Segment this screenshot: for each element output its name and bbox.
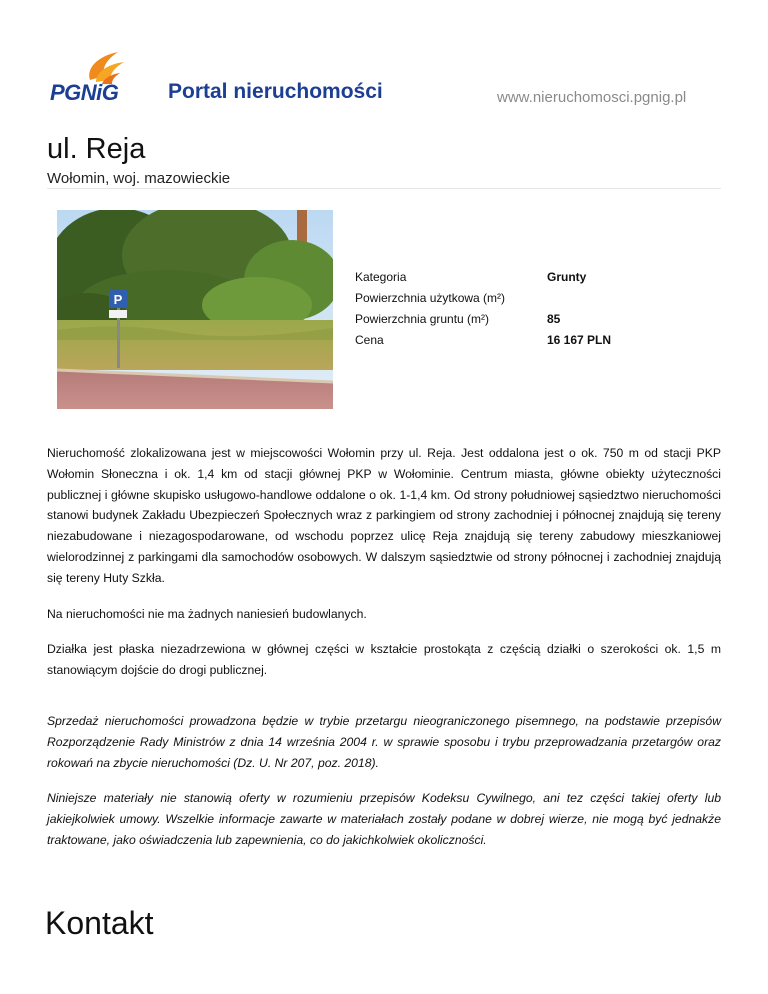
logo-text: PGNiG	[50, 80, 119, 105]
param-label: Kategoria	[355, 270, 407, 284]
pgnig-logo[interactable]	[50, 50, 142, 106]
portal-url[interactable]: www.nieruchomosci.pgnig.pl	[497, 89, 687, 106]
param-value: 85	[547, 312, 561, 326]
property-description	[47, 443, 721, 696]
page-subtitle: Wołomin, woj. mazowieckie	[47, 170, 231, 187]
description-paragraph: Działka jest płaska niezadrzewiona w głównej części w kształcie prostokąta z częścią działki o szerokości ok. 1,5 m stanowiącym dojście do drogi publicznej.	[47, 642, 721, 678]
description-paragraph: Nieruchomość zlokalizowana jest w miejscowości Wołomin przy ul. Reja. Jest oddalona jest o ok. 750 m od stacji PKP Wołomin Słoneczna i ok. 1,4 km od stacji głównej PKP w Wołominie. Centrum miasta, główne obiekty użyteczności publicznej i główne skupisko usługowo-handlowe oddalone o ok. 1-1,4 km. Od strony południowej sąsiedztwo nieruchomości stanowi budynek Zakładu Ubezpieczeń Społecznych wraz z parkingiem od strony zachodniej i północnej znajdują się tereny niezabudowane i niezagospodarowane, od wschodu poprzez ulicę Reja znajdują się tereny zabudowy mieszkaniowej wielorodzinnej z parkingami dla samochodów osobowych. W dalszym sąsiedztwie od strony północnej i zachodniej znajdują się tereny Huty Szkła.	[47, 446, 721, 585]
property-photo	[57, 210, 333, 409]
legal-note: Niniejsze materiały nie stanowią oferty w rozumieniu przepisów Kodeksu Cywilnego, ani tez części takiej oferty lub jakiejkolwiek umowy. Wszelkie informacje zawarte w materiałach zostały podane w dobrej wierze, nie mogą być jednakże traktowane, jako oświadczenia lub zapewnienia, co do jakichkolwiek okoliczności.	[47, 791, 721, 847]
param-label: Powierzchnia użytkowa (m²)	[355, 291, 506, 305]
legal-notes	[47, 711, 721, 866]
param-value: 16 167 PLN	[547, 333, 612, 347]
param-label: Cena	[355, 333, 384, 347]
description-paragraph: Na nieruchomości nie ma żadnych naniesień budowlanych.	[47, 606, 367, 621]
title-divider	[47, 188, 721, 189]
parking-sign-icon: P	[113, 292, 123, 307]
param-value: Grunty	[547, 270, 587, 284]
legal-note: Sprzedaż nieruchomości prowadzona będzie w trybie przetargu nieograniczonego pisemnego, na podstawie przepisów Rozporządzenie Rady Ministrów z dnia 14 września 2004 r. w sprawie sposobu i trybu przeprowadzania przetargów oraz rokowań na zbycie nieruchomości (Dz. U. Nr 207, poz. 2018).	[47, 714, 721, 770]
contact-heading: Kontakt	[45, 905, 154, 941]
param-label: Powierzchnia gruntu (m²)	[355, 312, 490, 326]
portal-title: Portal nieruchomości	[168, 80, 383, 103]
page-title: ul. Reja	[47, 133, 146, 165]
